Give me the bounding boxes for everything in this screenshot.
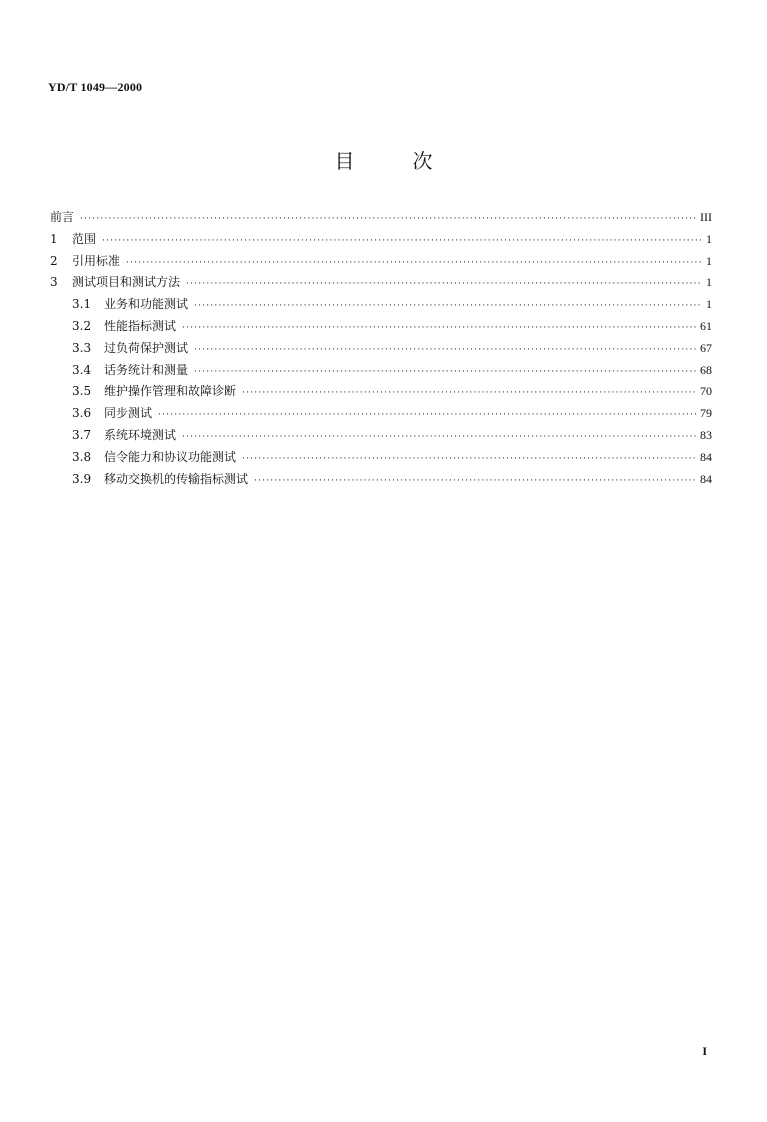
toc-entry-label: 信令能力和协议功能测试 — [104, 449, 237, 464]
toc-entry-label: 过负荷保护测试 — [104, 340, 189, 355]
toc-entry-number: 3.3 — [72, 340, 92, 355]
toc-entry[interactable] — [50, 294, 712, 316]
toc-entry-label: 系统环境测试 — [104, 427, 177, 442]
toc-entry-page: 83 — [700, 427, 712, 442]
toc-entry-page: 1 — [706, 275, 712, 290]
toc-entry-page: 84 — [700, 449, 712, 464]
toc-leader-dots — [194, 340, 696, 362]
toc-leader-dots — [158, 405, 696, 427]
toc-entry-label: 维护操作管理和故障诊断 — [104, 384, 237, 399]
toc-entry[interactable] — [50, 381, 712, 403]
toc-entry[interactable] — [50, 229, 712, 251]
toc-entry-number: 1 — [50, 231, 58, 246]
toc-leader-dots — [186, 274, 702, 296]
toc-entry[interactable] — [50, 338, 712, 360]
toc-entry-page: 67 — [700, 340, 712, 355]
toc-entry[interactable] — [50, 316, 712, 338]
toc-entry[interactable] — [50, 469, 712, 491]
toc-entry-page: 1 — [706, 253, 712, 268]
toc-entry-label: 前言 — [50, 210, 75, 224]
toc-entry[interactable] — [50, 272, 712, 294]
toc-entry[interactable] — [50, 251, 712, 273]
toc-leader-dots — [126, 253, 702, 275]
page-title: 目次 — [334, 149, 491, 173]
toc-entry-label: 话务统计和测量 — [104, 362, 189, 377]
toc-entry-number: 3.9 — [72, 471, 92, 486]
toc-entry-number: 3.4 — [72, 362, 92, 377]
toc-entry-number: 3.1 — [72, 297, 92, 312]
toc-entry-page: 1 — [706, 231, 712, 246]
toc-leader-dots — [242, 383, 696, 405]
toc-entry[interactable] — [50, 403, 712, 425]
toc-entry-label: 性能指标测试 — [104, 318, 177, 333]
toc-entry[interactable] — [50, 447, 712, 469]
toc-entry[interactable] — [50, 425, 712, 447]
toc-entry-page: 84 — [700, 471, 712, 486]
toc-entry-label: 测试项目和测试方法 — [72, 275, 181, 290]
toc-entry-number: 3.5 — [72, 384, 92, 399]
standard-code: YD/T 1049—2000 — [48, 80, 143, 94]
toc-entry-number: 3 — [50, 275, 58, 290]
table-of-contents — [50, 207, 712, 490]
toc-entry-number: 3.2 — [72, 318, 92, 333]
toc-entry-number: 3.6 — [72, 406, 92, 421]
toc-entry-label: 范围 — [72, 231, 97, 246]
toc-entry-number: 3.8 — [72, 449, 92, 464]
toc-entry-page: 61 — [700, 318, 712, 333]
toc-leader-dots — [194, 362, 696, 384]
toc-entry-page: 68 — [700, 362, 712, 377]
toc-leader-dots — [182, 427, 696, 449]
toc-leader-dots — [242, 449, 696, 471]
toc-entry-page: III — [700, 210, 712, 224]
toc-entry-label: 移动交换机的传输指标测试 — [104, 471, 249, 486]
toc-entry-label: 业务和功能测试 — [104, 297, 189, 312]
toc-leader-dots — [102, 231, 702, 253]
toc-leader-dots — [80, 209, 696, 231]
toc-entry-page: 1 — [706, 297, 712, 312]
toc-entry-page: 70 — [700, 384, 712, 399]
toc-entry-number: 2 — [50, 253, 58, 268]
toc-entry-number: 3.7 — [72, 427, 92, 442]
toc-entry-label: 同步测试 — [104, 406, 153, 421]
toc-entry[interactable] — [50, 360, 712, 382]
toc-entry-label: 引用标准 — [72, 253, 121, 268]
toc-leader-dots — [182, 318, 696, 340]
toc-entry-page: 79 — [700, 406, 712, 421]
toc-leader-dots — [254, 471, 696, 493]
toc-entry[interactable] — [50, 207, 712, 229]
page-number: I — [702, 1044, 707, 1058]
toc-leader-dots — [194, 296, 702, 318]
